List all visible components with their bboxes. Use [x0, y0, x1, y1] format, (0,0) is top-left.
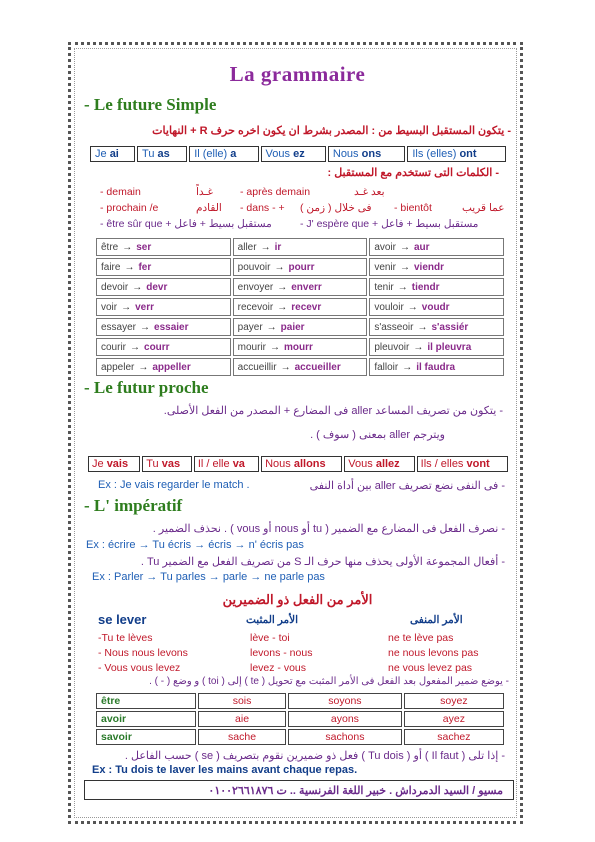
- irregular-imperative-table: [94, 691, 506, 747]
- verb-row: [96, 298, 504, 316]
- aller-conjugation-cell: [142, 456, 192, 472]
- arrow-icon: →: [417, 321, 428, 333]
- imperatif-example-3: Ex : Tu dois te laver les mains avant chaque repas.: [92, 764, 358, 776]
- word-apres-demain-ar: بعد غـد: [354, 186, 385, 198]
- imperative-infinitive: savoir: [96, 729, 196, 745]
- imperative-form: soyons: [288, 693, 402, 709]
- irregular-imperative-row: [96, 711, 504, 727]
- verb-future-stem: paier: [280, 321, 305, 333]
- pronominal-present: -Tu te lèves: [98, 632, 153, 644]
- arrow-icon: →: [277, 301, 288, 313]
- verb-infinitive: vouloir: [374, 301, 404, 313]
- verb-stem-cell: [369, 338, 504, 356]
- verb-future-stem: pourr: [288, 261, 315, 273]
- aller-form: vont: [466, 458, 490, 470]
- word-demain-ar: غـداً: [196, 186, 213, 198]
- pronoun-ending-cell: [137, 146, 187, 162]
- futur-proche-negation-example: Ex : Je vais regarder le match .: [98, 479, 250, 491]
- imperative-form: ayons: [288, 711, 402, 727]
- pronominal-present: - Vous vous levez: [98, 662, 181, 674]
- future-ending: a: [230, 148, 237, 160]
- pronoun-label: Je: [95, 148, 110, 160]
- aller-conjugation-cell: [88, 456, 140, 472]
- future-endings-table: [88, 144, 508, 164]
- footer-box: [84, 780, 514, 800]
- imperatif-object-pronoun-note: - يوضع ضمير المفعول بعد الفعل فى الأمر المثبت مع تحويل ( te ) إلى ( toi ) و وضع ( - ) .: [149, 676, 509, 687]
- verb-future-stem: appeller: [152, 361, 191, 373]
- verb-future-stem: ir: [274, 241, 282, 253]
- pronominal-negative: ne vous levez pas: [388, 662, 473, 674]
- word-etre-sur-que: - être sûr que + مستقبل بسيط + فاعل: [100, 218, 272, 230]
- aller-form: vas: [161, 458, 181, 470]
- section-heading-future-simple: - Le future Simple: [84, 95, 217, 114]
- verb-row: [96, 358, 504, 376]
- verb-stem-cell: [369, 318, 504, 336]
- arrow-icon: →: [407, 301, 418, 313]
- verb-row: [96, 238, 504, 256]
- imperative-form: sois: [198, 693, 286, 709]
- verb-infinitive: envoyer: [237, 281, 274, 293]
- verb-infinitive: tenir: [374, 281, 394, 293]
- page-title: La grammaire: [229, 62, 366, 86]
- aller-pronoun: Je: [92, 458, 107, 470]
- verb-future-stem: aur: [414, 241, 430, 253]
- verb-infinitive: recevoir: [237, 301, 274, 313]
- verb-future-stem: enverr: [291, 281, 322, 293]
- verb-infinitive: pouvoir: [237, 261, 271, 273]
- verb-stem-cell: [96, 258, 231, 276]
- word-bientot: - bientôt: [394, 202, 432, 214]
- verb-infinitive: être: [101, 241, 119, 253]
- imperative-form: aie: [198, 711, 286, 727]
- pronoun-ending-cell: [328, 146, 406, 162]
- verb-row: [96, 338, 504, 356]
- aller-pronoun: Ils / elles: [420, 458, 467, 470]
- verb-infinitive: appeler: [101, 361, 135, 373]
- imperative-form: ayez: [404, 711, 504, 727]
- word-dans-ar: ( زمن ) فى خلال: [300, 202, 372, 214]
- verb-future-stem: s'assiér: [431, 321, 469, 333]
- pronoun-label: Vous: [265, 148, 294, 160]
- arrow-icon: →: [266, 321, 277, 333]
- pronoun-ending-cell: [261, 146, 326, 162]
- pronominal-imperative-title: الأمر من الفعل ذو الضميرين: [222, 592, 373, 607]
- pronominal-positive: levons - nous: [250, 647, 313, 659]
- arrow-icon: →: [400, 261, 410, 273]
- aller-pronoun: Nous: [265, 458, 294, 470]
- verb-infinitive: s'asseoir: [374, 321, 414, 333]
- arrow-icon: →: [140, 321, 151, 333]
- verb-stem-cell: [233, 338, 368, 356]
- verb-stem-cell: [96, 238, 231, 256]
- imperatif-rule-1: - نصرف الفعل فى المضارع مع الضمير ( tu أو nous أو vous ) . نحذف الضمير .: [152, 523, 505, 535]
- verb-stem-cell: [96, 358, 231, 376]
- imperatif-il-faut-note: - إذا تلى ( Il faut ) أو ( Tu dois ) فعل ذو ضميرين نقوم بتصريف ( se ) حسب الفاعل .: [124, 750, 505, 762]
- verb-future-stem: mourr: [284, 341, 313, 353]
- verb-infinitive: venir: [374, 261, 396, 273]
- pronominal-positive: lève - toi: [250, 632, 290, 644]
- word-demain: - demain: [100, 186, 141, 198]
- pronominal-positive: levez - vous: [250, 662, 307, 674]
- futur-proche-rule-2: ويترجم aller بمعنى ( سوف ) .: [310, 429, 445, 441]
- col-positive-heading: الأمر المثبت: [246, 614, 299, 626]
- verb-row: [96, 258, 504, 276]
- aller-pronoun: Tu: [146, 458, 162, 470]
- future-words-heading: - الكلمات التى تستخدم مع المستقبل :: [327, 167, 499, 179]
- imperative-form: soyez: [404, 693, 504, 709]
- col-negative-heading: الأمر المنفى: [410, 614, 463, 626]
- verb-stem-cell: [96, 318, 231, 336]
- aller-pronoun: Vous: [348, 458, 376, 470]
- word-dans: - dans - +: [240, 202, 285, 214]
- aller-pronoun: Il / elle: [197, 458, 233, 470]
- pronominal-negative: ne nous levons pas: [388, 647, 479, 659]
- word-bientot-ar: عما قريب: [462, 202, 505, 214]
- verb-infinitive: mourir: [237, 341, 266, 353]
- verb-infinitive: payer: [237, 321, 263, 333]
- pronoun-label: Il (elle): [194, 148, 231, 160]
- arrow-icon: →: [274, 261, 285, 273]
- verb-future-stem: verr: [135, 301, 155, 313]
- pronoun-ending-cell: [407, 146, 506, 162]
- verb-future-stem: voudr: [421, 301, 450, 313]
- aller-conjugation-cell: [261, 456, 342, 472]
- verb-future-stem: ser: [136, 241, 152, 253]
- future-ending: ons: [361, 148, 382, 160]
- imperative-form: sache: [198, 729, 286, 745]
- aller-conjugation-cell: [194, 456, 259, 472]
- verb-infinitive: avoir: [374, 241, 396, 253]
- verb-future-stem: accueiller: [294, 361, 341, 373]
- verb-stem-cell: [369, 258, 504, 276]
- verb-stem-cell: [369, 238, 504, 256]
- irregular-imperative-row: [96, 693, 504, 709]
- verb-infinitive: voir: [101, 301, 118, 313]
- verb-future-stem: il faudra: [416, 361, 456, 373]
- arrow-icon: →: [402, 361, 413, 373]
- verb-infinitive: accueillir: [237, 361, 277, 373]
- imperative-infinitive: avoir: [96, 711, 196, 727]
- future-ending: ai: [109, 148, 119, 160]
- verb-stem-cell: [96, 338, 231, 356]
- verb-stem-cell: [369, 298, 504, 316]
- arrow-icon: →: [270, 341, 280, 353]
- imperative-form: sachons: [288, 729, 402, 745]
- verb-infinitive: pleuvoir: [374, 341, 410, 353]
- section-heading-imperatif: - L' impératif: [84, 496, 183, 515]
- footer-author: مسيو / السيد الدمرداش . خبير اللغة الفرنسية .. ت ٠١٠٠٢٦٦١٨٧٦: [208, 785, 503, 797]
- aller-conjugation-cell: [417, 456, 508, 472]
- verb-infinitive: falloir: [374, 361, 399, 373]
- verb-stem-cell: [233, 238, 368, 256]
- futur-proche-negation-rule: - فى النفى نضع تصريف aller بين أداة النفى: [309, 480, 505, 492]
- verb-future-stem: essaier: [154, 321, 189, 333]
- verb-stem-cell: [96, 278, 231, 296]
- imperatif-rule-2: - أفعال المجموعة الأولى يحذف منها حرف الـ S من تصريف الفعل مع الضمير Tu .: [140, 556, 505, 568]
- arrow-icon: →: [132, 281, 143, 293]
- verb-infinitive: aller: [237, 241, 257, 253]
- aller-conjugation-cell: [344, 456, 414, 472]
- future-ending: ont: [459, 148, 477, 160]
- arrow-icon: →: [121, 301, 132, 313]
- pronominal-negative: ne te lève pas: [388, 632, 454, 644]
- verb-future-stem: viendr: [414, 261, 445, 273]
- word-prochain-ar: القادم: [196, 202, 222, 214]
- imperatif-example-2: Ex : Parler → Tu parles → parle → ne parle pas: [92, 571, 325, 583]
- verb-infinitive: courir: [101, 341, 127, 353]
- pronoun-label: Ils (elles): [412, 148, 460, 160]
- verb-future-stem: recevr: [291, 301, 322, 313]
- arrow-icon: →: [124, 261, 135, 273]
- future-ending: as: [157, 148, 170, 160]
- verb-infinitive: essayer: [101, 321, 137, 333]
- word-jespere-que: - J' espère que + مستقبل بسيط + فاعل: [300, 218, 479, 230]
- pronoun-ending-cell: [189, 146, 258, 162]
- imperatif-example-1: Ex : écrire → Tu écris → écris → n' écris pas: [86, 539, 304, 551]
- arrow-icon: →: [130, 341, 141, 353]
- aller-form: allez: [375, 458, 400, 470]
- verb-future-stem: devr: [146, 281, 168, 293]
- pronoun-ending-cell: [90, 146, 135, 162]
- arrow-icon: →: [260, 241, 271, 253]
- section-heading-futur-proche: - Le futur proche: [84, 378, 209, 397]
- verb-future-stem: tiendr: [411, 281, 440, 293]
- pronoun-label: Tu: [142, 148, 158, 160]
- pronoun-label: Nous: [332, 148, 362, 160]
- arrow-icon: →: [280, 361, 291, 373]
- verb-infinitive: devoir: [101, 281, 129, 293]
- arrow-icon: →: [277, 281, 288, 293]
- verb-row: [96, 278, 504, 296]
- verb-stem-cell: [233, 358, 368, 376]
- arrow-icon: →: [397, 281, 408, 293]
- verb-stem-cell: [369, 278, 504, 296]
- irregular-future-stems-table: [94, 236, 506, 378]
- verb-stem-cell: [233, 258, 368, 276]
- pronominal-present: - Nous nous levons: [98, 647, 188, 659]
- verb-stem-cell: [233, 298, 368, 316]
- arrow-icon: →: [413, 341, 424, 353]
- verb-future-stem: fer: [138, 261, 152, 273]
- verb-stem-cell: [369, 358, 504, 376]
- verb-future-stem: courr: [144, 341, 170, 353]
- word-prochain: - prochain /e: [100, 202, 159, 214]
- aller-form: allons: [293, 458, 326, 470]
- arrow-icon: →: [400, 241, 410, 253]
- aller-form: va: [232, 458, 245, 470]
- imperative-form: sachez: [404, 729, 504, 745]
- verb-stem-cell: [96, 298, 231, 316]
- futur-proche-rule-1: - يتكون من تصريف المساعد aller فى المضارع + المصدر من الفعل الأصلى.: [163, 405, 503, 417]
- word-apres-demain: - après demain: [240, 186, 311, 198]
- arrow-icon: →: [138, 361, 149, 373]
- imperative-infinitive: être: [96, 693, 196, 709]
- verb-infinitive: faire: [101, 261, 121, 273]
- col-verb-se-lever: se lever: [98, 612, 147, 627]
- arrow-icon: →: [122, 241, 133, 253]
- aller-form: vais: [106, 458, 129, 470]
- irregular-imperative-row: [96, 729, 504, 745]
- verb-stem-cell: [233, 278, 368, 296]
- future-simple-rule: - يتكون المستقبل البسيط من : المصدر بشرط ان يكون اخره حرف R + النهايات: [152, 125, 511, 137]
- aller-conjugation-table: [86, 454, 510, 474]
- future-ending: ez: [293, 148, 305, 160]
- verb-stem-cell: [233, 318, 368, 336]
- verb-future-stem: il pleuvra: [427, 341, 472, 353]
- verb-row: [96, 318, 504, 336]
